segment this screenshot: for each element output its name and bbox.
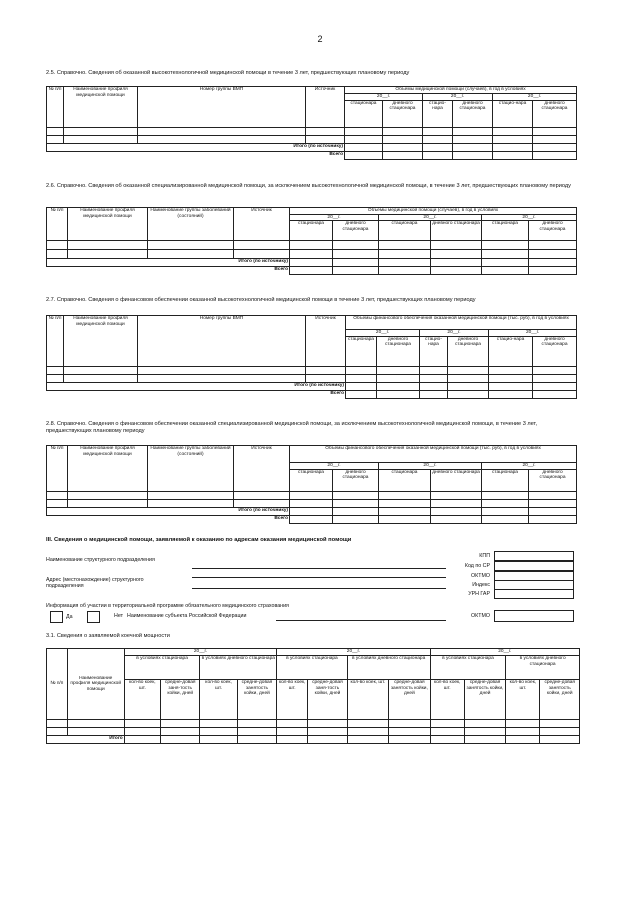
unit-name-field[interactable] (192, 568, 446, 569)
total-source-row: Итого (по источнику) (47, 259, 290, 267)
year-3: 20__г. (430, 649, 579, 656)
col-group: Номер группы ВМП (138, 87, 306, 128)
total-row: Всего (47, 390, 346, 398)
section-3-heading: III. Сведения о медицинской помощи, заявляемой к оказанию по адресам оказания медицинской помощи (46, 537, 352, 543)
kpp-field[interactable] (494, 551, 574, 561)
group-day: в условиях дневного стационара (347, 656, 430, 680)
col-group: Номер группы ВМП (138, 316, 306, 367)
total-row: Всего (47, 515, 290, 523)
year-3: 20__г. (493, 94, 577, 101)
section-2-8-caption: 2.8. Справочно. Сведения о финансовом обеспечении оказанной специализированной медицинской помощи, за исключением высокотехнологичной медицинской помощи, в течение 3 лет, предшествующих плановому периоду (46, 421, 538, 434)
oktmo-label: ОКТМО (471, 573, 490, 579)
col-num: № п/п (47, 208, 68, 241)
table-3-1 (46, 648, 580, 744)
group-stac: в условиях стационара (277, 656, 347, 680)
group-day: в условиях дневного стационара (506, 656, 580, 680)
subject-field[interactable] (276, 620, 446, 621)
total-source-row: Итого (по источнику) (47, 143, 345, 151)
sub-day: дневного стационара (431, 469, 482, 491)
sub-day: дневного стационара (448, 336, 489, 366)
year-1: 20__г. (290, 463, 379, 470)
col-profile: Наименование профиля медицинской помощи (67, 649, 124, 720)
address-field-2[interactable] (192, 588, 446, 589)
beds: кол-во коек, шт. (200, 680, 237, 720)
col-source: Источник (306, 316, 346, 367)
sub-day: дневного стационара (333, 221, 379, 241)
address-label: Адрес (местонахождение) структурного подразделения (46, 577, 144, 589)
kpp-label: КПП (479, 553, 490, 559)
sr-code-field[interactable] (494, 561, 574, 571)
year-2: 20__г. (420, 330, 489, 337)
year-2: 20__г. (423, 94, 493, 101)
col-profile: Наименование профиля медицинской помощи (68, 208, 148, 241)
col-volume: Объемы финансового обеспечения оказанной медицинской помощи (тыс. руб), в год в условиях (346, 316, 577, 330)
sub-stac: стацио-нара (420, 336, 448, 366)
total-row: Всего (47, 267, 290, 275)
year-2: 20__г. (379, 463, 482, 470)
avg-occupancy: средне-довая заня-тость койки, дней (161, 680, 200, 720)
sub-day: дневного стационара (533, 100, 577, 127)
beds: кол-во коек, шт. (506, 680, 540, 720)
sub-day: дневного стационара (383, 100, 423, 127)
group-stac: в условиях стационара (124, 656, 200, 680)
beds: кол-во коек, шт. (124, 680, 160, 720)
participation-label: Информация об участии в территориальной программе обязательного медицинского страхования (46, 603, 289, 609)
table-2-8 (46, 445, 577, 524)
col-profile: Наименование профиля медицинской помощи (68, 446, 148, 492)
avg-occupancy: средне-довая занятость койки, дней (464, 680, 505, 720)
index-label: Индекс (472, 582, 490, 588)
col-source: Источник (234, 208, 290, 241)
page-number: 2 (317, 34, 323, 44)
year-3: 20__г. (482, 463, 577, 470)
unit-name-label: Наименование структурного подразделения (46, 557, 155, 563)
col-source: Источник (306, 87, 345, 128)
sub-day: дневного стационара (529, 221, 577, 241)
sub-stac: стационара (346, 336, 377, 366)
sub-day: дневного стационара (431, 221, 482, 241)
col-group: Наименование группы заболеваний (состояний) (148, 446, 234, 492)
year-1: 20__г. (345, 94, 423, 101)
avg-occupancy: средне-довая занятость койки, дней (237, 680, 276, 720)
year-3: 20__г. (489, 330, 577, 337)
avg-occupancy: средне-довая занятость койки, дней (389, 680, 431, 720)
subject-label: Наименование субъекта Российской Федерации (127, 613, 247, 619)
year-3: 20__г. (482, 214, 577, 221)
section-2-7-caption: 2.7. Справочно. Сведения о финансовом обеспечении оказанной высокотехнологичной медицинской помощи в течение 3 лет, предшествующих плановому периоду (46, 297, 476, 303)
beds: кол-во коек, шт. (347, 680, 388, 720)
sub-day: дневного стационара (529, 469, 577, 491)
beds: кол-во коек, шт. (277, 680, 308, 720)
col-volume: Объемы медицинской помощи (случаев), в год в условиях (345, 87, 577, 94)
sub-day: дневного стационара (533, 336, 577, 366)
no-label: Нет (114, 613, 124, 619)
total-row: Итого (47, 736, 125, 744)
section-3-1-caption: 3.1. Сведения о заявляемой коечной мощности (46, 633, 170, 639)
sub-stac: стацио-нара (493, 100, 533, 127)
urn-gar-label: УРН ГАР (468, 591, 490, 597)
sub-stac: стационара (290, 469, 333, 491)
total-row: Всего (47, 151, 345, 159)
sub-day: дневного стационара (377, 336, 420, 366)
col-num: № п/п (47, 649, 68, 720)
yes-label: Да (66, 614, 73, 620)
group-stac: в условиях стационара (430, 656, 506, 680)
year-2: 20__г. (277, 649, 430, 656)
year-1: 20__г. (124, 649, 276, 656)
col-profile: Наименование профиля медицинской помощи (64, 316, 138, 367)
sub-stac: стационара (345, 100, 383, 127)
sub-stac: стацио-нара (423, 100, 453, 127)
table-2-5 (46, 86, 577, 160)
total-source-row: Итого (по источнику) (47, 507, 290, 515)
avg-occupancy: средне-довая занятость койки, дней (540, 680, 580, 720)
col-volume: Объемы финансового обеспечения оказанной медицинской помощи (тыс. руб), в год в условиях (290, 446, 577, 463)
address-field-1[interactable] (192, 577, 446, 578)
sub-day: дневного стационара (333, 469, 379, 491)
sub-day: дневного стационара (453, 100, 493, 127)
beds: кол-во коек, шт. (430, 680, 464, 720)
table-2-6 (46, 207, 577, 275)
total-source-row: Итого (по источнику) (47, 382, 346, 390)
section-2-6-caption: 2.6. Справочно. Сведения об оказанной специализированной медицинской помощи, за исключением высокотехнологичной медицинской помощи, в течение 3 лет, предшествующих плановому периоду (46, 183, 571, 189)
sr-code-label: Код по СР (464, 563, 490, 569)
avg-occupancy: средне-довая заня-тость койки, дней (308, 680, 347, 720)
col-profile: Наименование профиля медицинской помощи (64, 87, 138, 128)
col-group: Наименование группы заболеваний (состояний) (148, 208, 234, 241)
yes-checkbox[interactable] (50, 611, 63, 623)
sub-stac: стационара (482, 469, 529, 491)
col-source: Источник (234, 446, 290, 492)
year-1: 20__г. (346, 330, 420, 337)
oktmo2-label: ОКТМО (471, 613, 490, 619)
year-1: 20__г. (290, 214, 379, 221)
group-day: в условиях дневного стационара (200, 656, 277, 680)
oktmo2-field[interactable] (494, 610, 574, 622)
col-volume: Объемы медицинской помощи (случаев), в год в условиях (290, 208, 577, 215)
urn-gar-field[interactable] (494, 589, 574, 599)
table-2-7 (46, 315, 577, 399)
sub-stac: стационара (379, 221, 431, 241)
sub-stac: стационара (482, 221, 529, 241)
section-2-5-caption: 2.5. Справочно. Сведения об оказанной высокотехнологичной медицинской помощи в течение 3 лет, предшествующих плановому периоду (46, 70, 410, 76)
col-num: № п/п (47, 446, 68, 492)
col-num: № п/п (47, 316, 64, 367)
sub-stac: стационара (379, 469, 431, 491)
no-checkbox[interactable] (87, 611, 100, 623)
col-num: № п/п (47, 87, 64, 128)
year-2: 20__г. (379, 214, 482, 221)
sub-stac: стацио-нара (489, 336, 533, 366)
sub-stac: стационара (290, 221, 333, 241)
